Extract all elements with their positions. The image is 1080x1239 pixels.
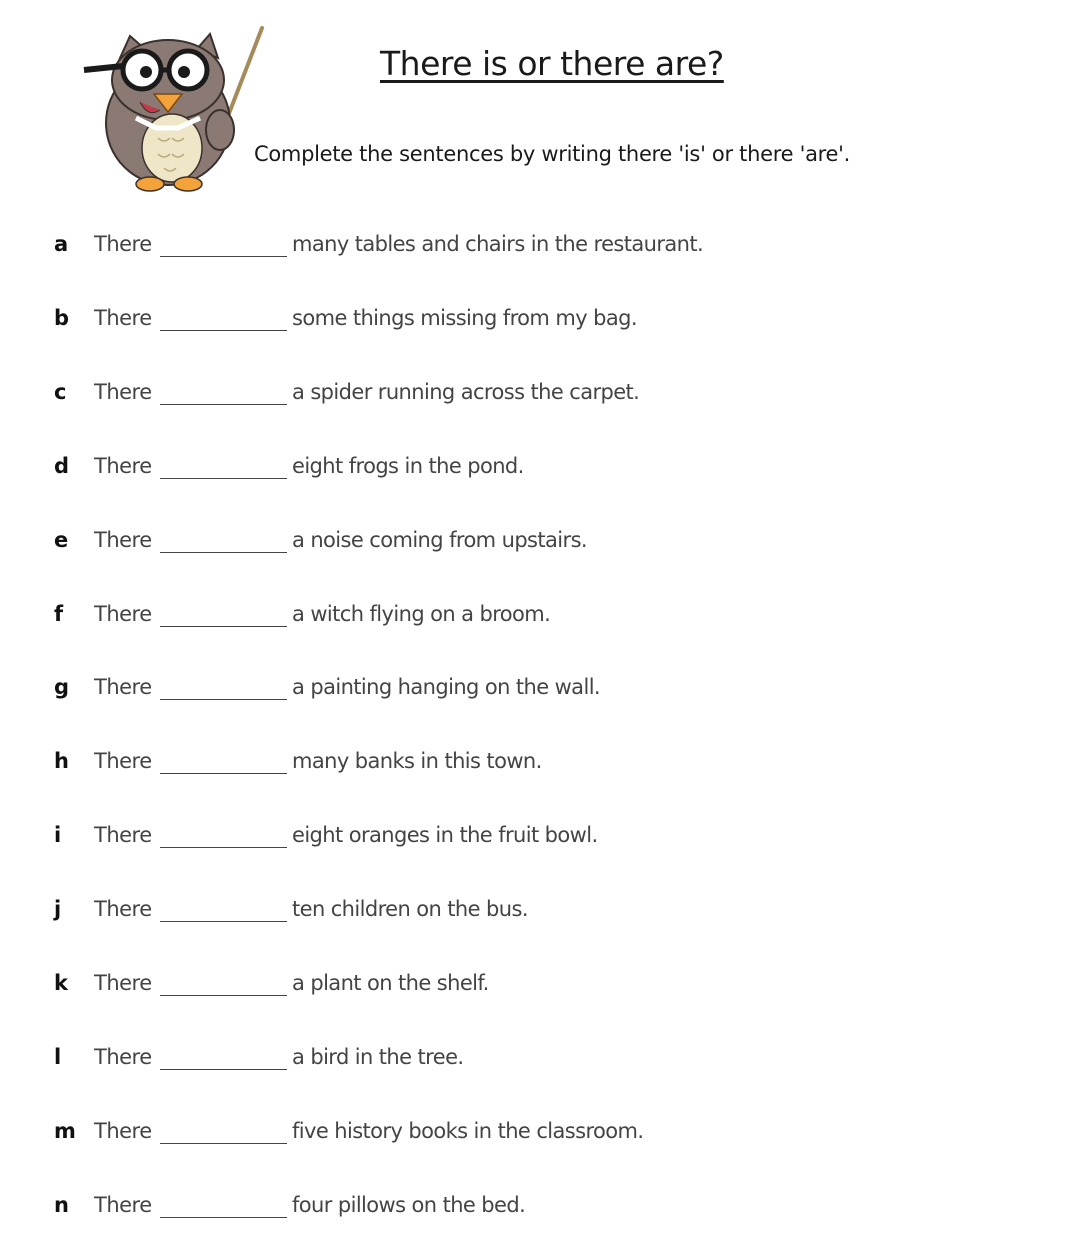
answer-blank[interactable] xyxy=(160,757,287,774)
item-there-word: There xyxy=(94,527,152,552)
item-sentence-rest: eight oranges in the fruit bowl. xyxy=(292,823,598,848)
item-sentence-rest: many tables and chairs in the restaurant. xyxy=(292,232,704,256)
item-there-word: There xyxy=(94,453,152,478)
item-sentence-rest: many banks in this town. xyxy=(292,749,542,774)
answer-blank[interactable] xyxy=(160,314,287,331)
item-sentence-rest: a spider running across the carpet. xyxy=(292,379,640,404)
item-letter: k xyxy=(54,971,68,995)
item-there-word: There xyxy=(94,1118,152,1143)
item-there-word: There xyxy=(94,897,152,922)
item-letter: a xyxy=(54,232,69,256)
answer-blank[interactable] xyxy=(160,831,287,848)
item-there-word: There xyxy=(94,305,152,330)
item-there-word: There xyxy=(94,1192,152,1217)
answer-blank[interactable] xyxy=(160,610,287,627)
answer-blank[interactable] xyxy=(160,388,287,405)
item-sentence-rest: a witch flying on a broom. xyxy=(292,601,551,626)
exercise-item xyxy=(0,596,1080,636)
exercise-item xyxy=(0,1187,1080,1227)
item-sentence-rest: ten children on the bus. xyxy=(292,897,528,922)
answer-blank[interactable] xyxy=(160,979,287,996)
answer-blank[interactable] xyxy=(160,1201,287,1218)
item-sentence-rest: a noise coming from upstairs. xyxy=(292,527,587,552)
item-letter: l xyxy=(54,1044,62,1069)
answer-blank[interactable] xyxy=(160,240,287,257)
item-sentence-rest: a bird in the tree. xyxy=(292,1044,464,1069)
exercise-item xyxy=(0,1039,1080,1079)
item-letter: i xyxy=(54,823,62,848)
exercise-item xyxy=(0,669,1080,709)
answer-blank[interactable] xyxy=(160,1127,287,1144)
answer-blank[interactable] xyxy=(160,905,287,922)
item-sentence-rest: four pillows on the bed. xyxy=(292,1192,526,1217)
item-letter: d xyxy=(54,453,70,478)
worksheet-title: There is or there are? xyxy=(380,44,724,83)
item-sentence-rest: eight frogs in the pond. xyxy=(292,453,524,478)
item-letter: f xyxy=(54,601,64,626)
item-sentence-rest: some things missing from my bag. xyxy=(292,305,637,330)
exercise-item xyxy=(0,448,1080,488)
exercise-item xyxy=(0,300,1080,340)
item-letter: b xyxy=(54,305,70,330)
answer-blank[interactable] xyxy=(160,462,287,479)
exercise-item xyxy=(0,522,1080,562)
item-there-word: There xyxy=(94,601,152,626)
exercise-item xyxy=(0,743,1080,783)
item-letter: c xyxy=(54,379,67,404)
answer-blank[interactable] xyxy=(160,536,287,553)
item-there-word: There xyxy=(94,232,152,256)
item-letter: j xyxy=(54,897,62,922)
item-letter: e xyxy=(54,527,69,552)
item-letter: m xyxy=(54,1118,76,1143)
item-there-word: There xyxy=(94,971,152,995)
exercise-item xyxy=(0,1113,1080,1153)
item-letter: g xyxy=(54,675,70,700)
owl-teacher-icon xyxy=(80,18,270,198)
item-sentence-rest: a painting hanging on the wall. xyxy=(292,675,600,700)
answer-blank[interactable] xyxy=(160,683,287,700)
answer-blank[interactable] xyxy=(160,1053,287,1070)
item-letter: n xyxy=(54,1192,69,1217)
exercise-item xyxy=(0,226,1080,266)
item-there-word: There xyxy=(94,823,152,848)
item-there-word: There xyxy=(94,749,152,774)
item-letter: h xyxy=(54,749,69,774)
exercise-item xyxy=(0,965,1080,1005)
item-sentence-rest: five history books in the classroom. xyxy=(292,1118,644,1143)
exercise-item xyxy=(0,817,1080,857)
item-sentence-rest: a plant on the shelf. xyxy=(292,971,489,995)
exercise-item xyxy=(0,374,1080,414)
instructions-text: Complete the sentences by writing there 'is' or there 'are'. xyxy=(254,142,850,166)
item-there-word: There xyxy=(94,675,152,700)
item-there-word: There xyxy=(94,1044,152,1069)
exercise-item xyxy=(0,891,1080,931)
item-there-word: There xyxy=(94,379,152,404)
